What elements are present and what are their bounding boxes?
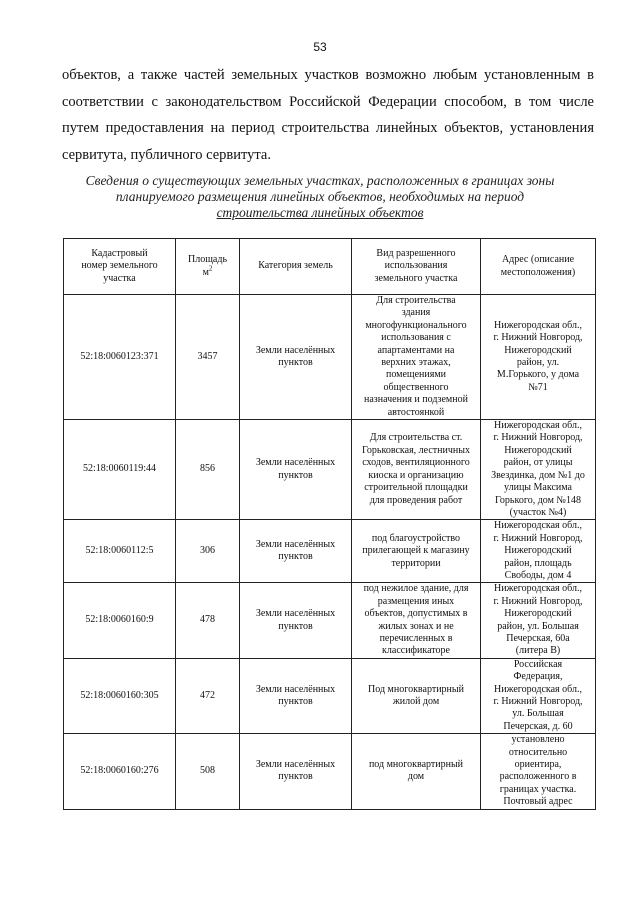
cell-line: ул. Большая — [512, 708, 564, 720]
cell-line: Горьковская, лестничных — [362, 444, 470, 456]
cell-cadastral: 52:18:0060160:276 — [64, 734, 176, 809]
cell-line: (литера В) — [515, 645, 561, 657]
cell-line: для проведения работ — [369, 494, 463, 506]
cell-line: Земли населённых — [255, 759, 336, 771]
cell-category — [240, 734, 352, 809]
cell-line: жилых зонах и не — [378, 620, 454, 632]
cell-line: апартаментами на — [377, 344, 455, 356]
cell-line: объектов, допустимых в — [364, 608, 468, 620]
cell-line: Земли населённых — [255, 608, 336, 620]
cell-line: Земли населённых — [255, 344, 336, 356]
cell-category — [240, 658, 352, 733]
caption-line: Сведения о существующих земельных участках, расположенных в границах зоны — [85, 173, 555, 188]
cell-line: Земли населённых — [255, 538, 336, 550]
cell-line: Адрес (описание — [501, 254, 575, 266]
cell-use — [352, 420, 481, 520]
cell-line: установлено — [511, 734, 565, 746]
cell-line: г. Нижний Новгород, — [493, 332, 583, 344]
cell-line: Категория земель — [258, 260, 333, 272]
cell-line: общественного — [383, 381, 449, 393]
cell-line: пунктов — [278, 551, 313, 563]
cell-line: Земли населённых — [255, 683, 336, 695]
cell-line: Нижегородская обл., — [494, 583, 582, 595]
cell-line: пунктов — [278, 696, 313, 707]
header-category — [240, 239, 352, 295]
cell-line: номер земельного — [81, 260, 158, 272]
cell-line: под благоустройство — [371, 532, 461, 544]
cell-area: 478 — [176, 583, 240, 658]
table-row — [64, 583, 596, 658]
cell-line: Нижегородская обл., — [494, 520, 582, 532]
cell-line: Печерская, д. 60 — [503, 720, 573, 732]
cell-line: автостоянкой — [387, 406, 445, 418]
cell-line: район, площадь — [504, 557, 572, 569]
header-area-line2: м — [202, 266, 209, 278]
cell-line: расположенного в — [499, 771, 577, 783]
cell-line: Российская — [513, 658, 563, 670]
cell-line: Кадастровый — [91, 247, 148, 259]
cell-cadastral: 52:18:0060160:305 — [64, 658, 176, 733]
cell-cadastral: 52:18:0060119:44 — [64, 420, 176, 520]
cell-line: пунктов — [278, 771, 313, 783]
caption-line: строительства линейных объектов — [216, 205, 424, 220]
cell-line: классификаторе — [382, 645, 450, 657]
cell-line: использования — [384, 260, 448, 272]
cell-line: назначения и подземной — [364, 394, 468, 406]
cell-line: улицы Максима — [504, 482, 572, 494]
body-paragraph — [62, 62, 594, 168]
cell-line: район, ул. Большая — [497, 620, 579, 632]
cell-line: пунктов — [278, 469, 313, 481]
cell-address — [481, 520, 596, 583]
cell-category — [240, 583, 352, 658]
cell-line: Земли населённых — [255, 457, 336, 469]
cell-line: границах участка. — [499, 783, 577, 795]
cell-line: под многоквартирный — [368, 759, 464, 771]
cell-line: здания — [401, 307, 431, 319]
cell-line: г. Нижний Новгород, — [493, 432, 583, 444]
table-row — [64, 734, 596, 809]
cell-line: киоска и организацию — [368, 469, 464, 481]
header-cadastral — [64, 239, 176, 295]
caption-line: планируемого размещения линейных объектов, необходимых на период — [115, 189, 525, 204]
page-number: 53 — [313, 40, 327, 54]
cell-line: относительно — [508, 746, 568, 758]
cell-line: (участок №4) — [509, 506, 567, 518]
cell-line: пунктов — [278, 620, 313, 632]
header-use — [352, 239, 481, 295]
body-line: объектов, а также частей земельных участков возможно любым установленным в — [62, 67, 594, 83]
cell-line: строительной площадки — [364, 482, 468, 494]
cell-line: Нижегородский — [504, 344, 572, 356]
cell-line: многофункционального — [365, 319, 467, 331]
cell-category — [240, 295, 352, 420]
header-address — [481, 239, 596, 295]
cell-line: Горького, дом №148 — [495, 494, 581, 506]
cell-line: прилегающей к магазину — [362, 545, 470, 557]
land-plots-table — [63, 238, 596, 810]
cell-line: Федерация, — [513, 671, 563, 683]
cell-line: использования с — [381, 332, 451, 344]
cell-line: под нежилое здание, для — [363, 583, 469, 595]
cell-line: №71 — [528, 381, 548, 393]
cell-line: дом — [407, 771, 425, 783]
cell-line: Почтовый адрес — [503, 796, 573, 808]
table-row — [64, 658, 596, 733]
cell-line: земельного участка — [374, 272, 458, 284]
cell-line: Нижегородская обл., — [494, 319, 582, 331]
cell-cadastral: 52:18:0060160:9 — [64, 583, 176, 658]
cell-use — [352, 295, 481, 420]
cell-line: пунктов — [278, 357, 313, 369]
cell-area: 508 — [176, 734, 240, 809]
header-area-line1: Площадь — [188, 254, 227, 266]
cell-cadastral: 52:18:0060112:5 — [64, 520, 176, 583]
cell-line: Для строительства ст. — [369, 432, 463, 444]
cell-use — [352, 520, 481, 583]
cell-area: 3457 — [176, 295, 240, 420]
cell-line: размещения иных — [377, 595, 455, 607]
cell-line: М.Горького, у дома — [496, 369, 580, 381]
body-line: соответствии с законодательством Российской Федерации способом, в том числе — [62, 93, 594, 110]
cell-line: сходов, вентиляционного — [362, 457, 470, 469]
cell-line: Нижегородский — [504, 608, 572, 620]
cell-address — [481, 658, 596, 733]
cell-line: Для строительства — [376, 295, 456, 306]
header-area-sup: 2 — [208, 264, 213, 273]
body-line: сервитута, публичного сервитута. — [62, 146, 271, 163]
table-caption — [60, 173, 580, 221]
body-line: путем предоставления на период строительства линейных объектов, установления — [62, 120, 594, 136]
cell-use — [352, 658, 481, 733]
cell-line: Печерская, 60а — [506, 632, 570, 644]
cell-line: территории — [391, 557, 441, 569]
cell-line: г. Нижний Новгород, — [493, 532, 583, 544]
cell-cadastral: 52:18:0060123:371 — [64, 295, 176, 420]
cell-area: 472 — [176, 658, 240, 733]
cell-address — [481, 734, 596, 809]
header-area — [176, 239, 240, 295]
cell-line: местоположения) — [500, 266, 576, 278]
cell-line: Свободы, дом 4 — [504, 569, 572, 581]
cell-line: помещениями — [385, 369, 447, 381]
cell-address — [481, 420, 596, 520]
cell-line: Вид разрешенного — [376, 247, 456, 259]
cell-line: г. Нижний Новгород, — [493, 595, 583, 607]
cell-line: Нижегородская обл., — [494, 420, 582, 432]
cell-area: 306 — [176, 520, 240, 583]
table-row — [64, 520, 596, 583]
cell-line: перечисленных в — [379, 632, 453, 644]
cell-category — [240, 420, 352, 520]
cell-line: Нижегородский — [504, 545, 572, 557]
cell-line: Звездинка, дом №1 до — [491, 469, 585, 481]
cell-line: ориентира, — [514, 759, 562, 771]
cell-area: 856 — [176, 420, 240, 520]
cell-line: район, ул. — [516, 357, 560, 369]
cell-line: район, от улицы — [503, 457, 573, 469]
table-row — [64, 420, 596, 520]
cell-line: верхних этажах, — [381, 357, 451, 369]
cell-line: участка — [103, 272, 136, 284]
cell-use — [352, 734, 481, 809]
cell-category — [240, 520, 352, 583]
cell-use — [352, 583, 481, 658]
table-header-row — [64, 239, 596, 295]
cell-line: жилой дом — [392, 696, 440, 707]
cell-address — [481, 583, 596, 658]
cell-line: Нижегородская обл., — [494, 683, 582, 695]
table-row — [64, 295, 596, 420]
cell-line: Нижегородский — [504, 444, 572, 456]
cell-line: г. Нижний Новгород, — [493, 696, 583, 707]
cell-line: Под многоквартирный — [368, 683, 464, 695]
cell-address — [481, 295, 596, 420]
